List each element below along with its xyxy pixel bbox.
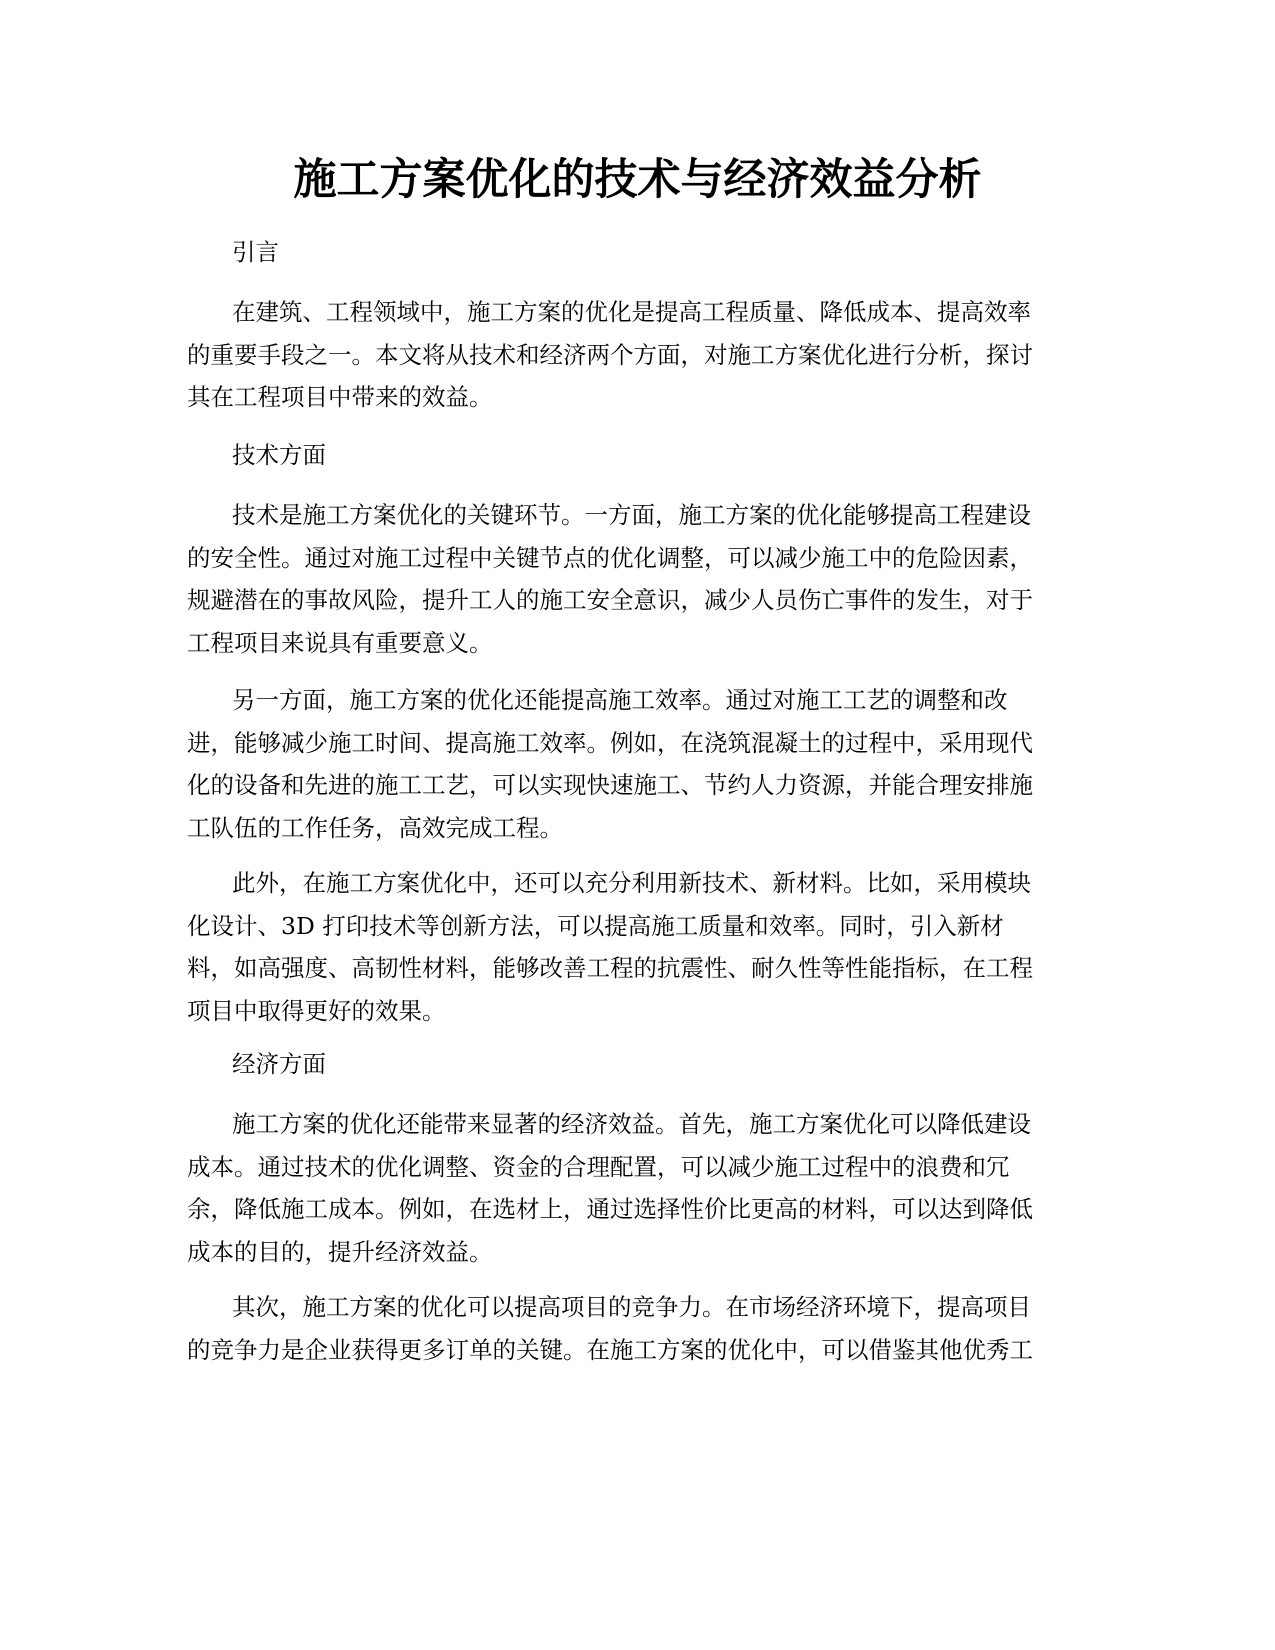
paragraph-line: 另一方面，施工方案的优化还能提高施工效率。通过对施工工艺的调整和改 bbox=[232, 686, 1008, 714]
paragraph-line: 的安全性。通过对施工过程中关键节点的优化调整，可以减少施工中的危险因素， bbox=[187, 543, 1033, 572]
paragraph-line: 在建筑、工程领域中，施工方案的优化是提高工程质量、降低成本、提高效率 bbox=[232, 298, 1031, 326]
paragraph-line: 的竞争力是企业获得更多订单的关键。在施工方案的优化中，可以借鉴其他优秀工 bbox=[187, 1335, 1033, 1364]
paragraph-line: 成本的目的，提升经济效益。 bbox=[187, 1237, 493, 1266]
paragraph-line: 余，降低施工成本。例如，在选材上，通过选择性价比更高的材料，可以达到降低 bbox=[187, 1195, 1033, 1223]
paragraph-line: 规避潜在的事故风险，提升工人的施工安全意识，减少人员伤亡事件的发生，对于 bbox=[187, 586, 1033, 614]
document-title: 施工方案优化的技术与经济效益分析 bbox=[293, 155, 982, 205]
paragraph-line: 的重要手段之一。本文将从技术和经济两个方面，对施工方案优化进行分析，探讨 bbox=[187, 340, 1033, 369]
paragraph-line: 工队伍的工作任务，高效完成工程。 bbox=[187, 813, 563, 842]
paragraph-line: 化的设备和先进的施工工艺，可以实现快速施工、节约人力资源，并能合理安排施 bbox=[187, 771, 1033, 799]
paragraph-line: 化设计、3D 打印技术等创新方法，可以提高施工质量和效率。同时，引入新材 bbox=[187, 911, 1004, 940]
paragraph-line: 技术是施工方案优化的关键环节。一方面，施工方案的优化能够提高工程建设 bbox=[232, 501, 1031, 529]
section-heading-technical: 技术方面 bbox=[232, 441, 326, 469]
paragraph-line: 其在工程项目中带来的效益。 bbox=[187, 383, 493, 411]
paragraph-line: 成本。通过技术的优化调整、资金的合理配置，可以减少施工过程中的浪费和冗 bbox=[187, 1152, 1010, 1181]
paragraph-economic-cost bbox=[187, 1103, 1087, 1273]
paragraph-technical-innovation bbox=[187, 862, 1087, 1032]
paragraph-line: 进，能够减少施工时间、提高施工效率。例如，在浇筑混凝土的过程中，采用现代 bbox=[187, 728, 1033, 757]
paragraph-economic-competitiveness bbox=[187, 1286, 1087, 1371]
paragraph-technical-efficiency bbox=[187, 679, 1087, 849]
paragraph-line: 料，如高强度、高韧性材料，能够改善工程的抗震性、耐久性等性能指标，在工程 bbox=[187, 954, 1033, 982]
paragraph-technical-safety bbox=[187, 494, 1087, 664]
paragraph-line: 工程项目来说具有重要意义。 bbox=[187, 628, 493, 657]
paragraph-line: 项目中取得更好的效果。 bbox=[187, 996, 446, 1025]
paragraph-line: 其次，施工方案的优化可以提高项目的竞争力。在市场经济环境下，提高项目 bbox=[232, 1293, 1031, 1321]
section-heading-introduction: 引言 bbox=[232, 238, 279, 266]
paragraph-line: 施工方案的优化还能带来显著的经济效益。首先，施工方案优化可以降低建设 bbox=[232, 1110, 1031, 1138]
paragraph-line: 此外，在施工方案优化中，还可以充分利用新技术、新材料。比如，采用模块 bbox=[232, 869, 1031, 897]
paragraph-introduction bbox=[187, 291, 1087, 419]
section-heading-economic: 经济方面 bbox=[232, 1050, 326, 1078]
